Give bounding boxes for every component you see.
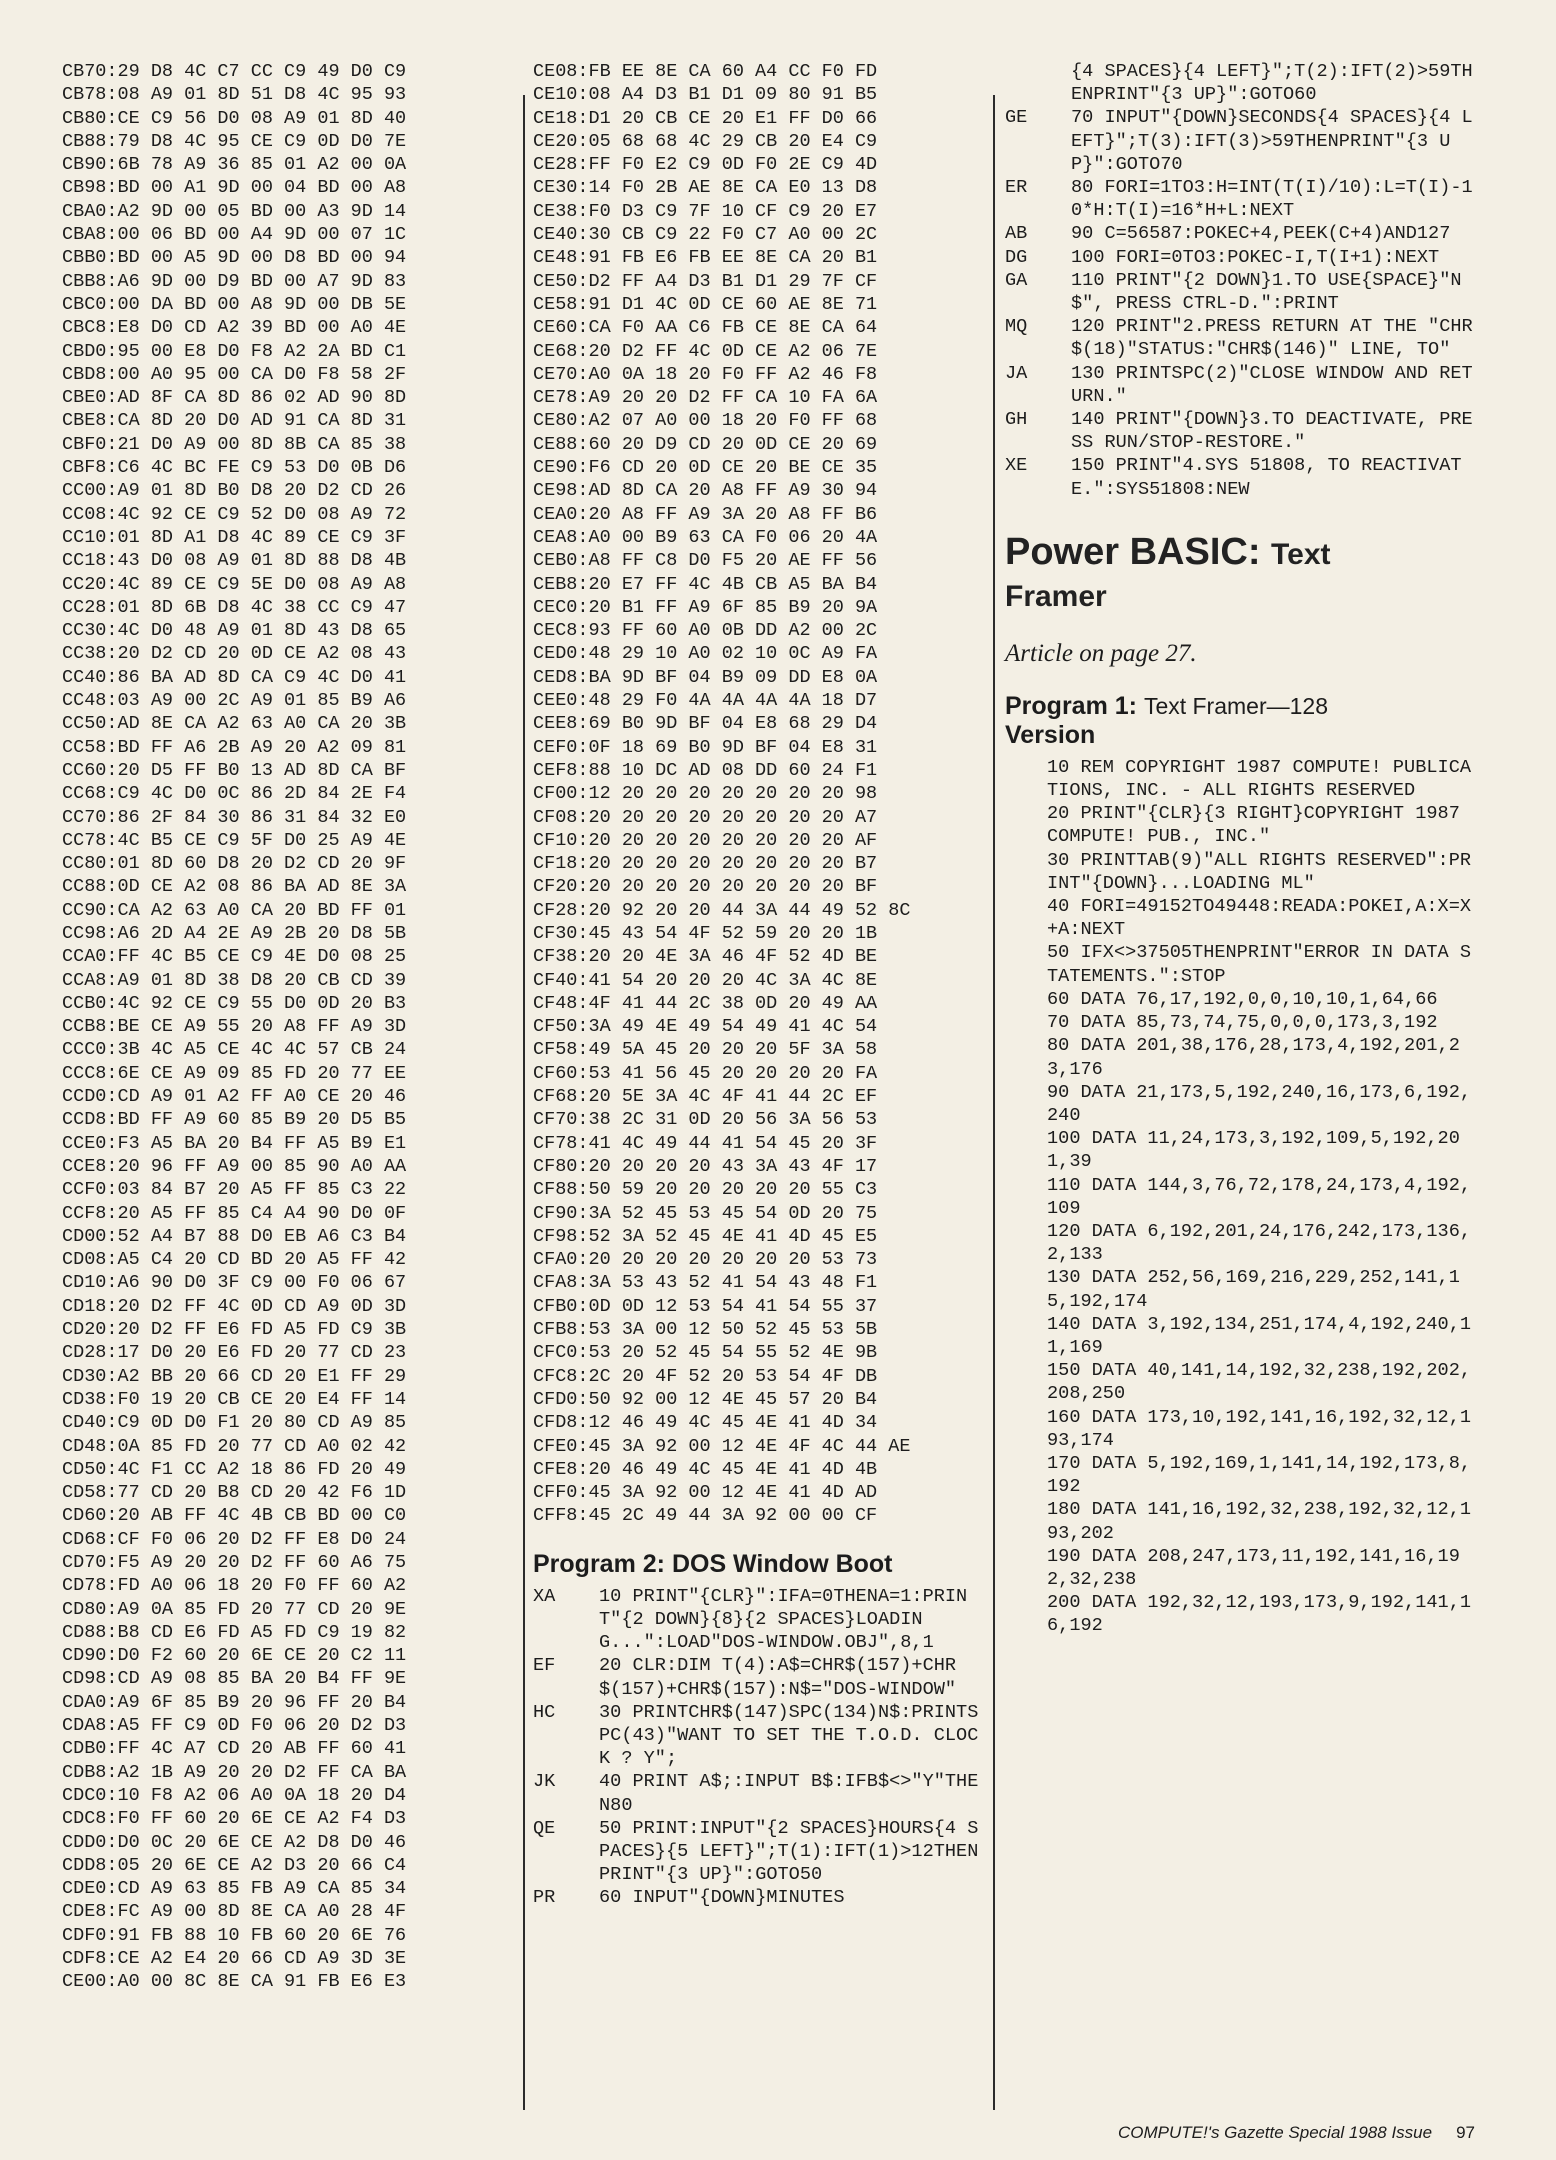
checksum: QE (533, 1817, 556, 1839)
checksum: XA (533, 1585, 556, 1607)
hex-line: CB98:BD 00 A1 9D 00 04 BD 00 A8 (62, 177, 407, 199)
hex-line: CD70:F5 A9 20 20 D2 FF 60 A6 75 (62, 1552, 407, 1573)
hex-line: CF30:45 43 54 4F 52 59 20 20 1B (533, 922, 878, 944)
hex-line: CF18:20 20 20 20 20 20 20 20 B7 (533, 853, 878, 875)
code-text: 50 PRINT:INPUT"{2 SPACES}HOURS{4 SPACES}{5 LEFT}";T(1):IFT(1)>12THENPRINT"{3 UP}":GOTO50 (599, 1817, 979, 1886)
hex-line: CD08:A5 C4 20 CD BD 20 A5 FF 42 (62, 1249, 407, 1271)
hex-line: CFD8:12 46 49 4C 45 4E 41 4D 34 (533, 1412, 878, 1434)
hex-line: CE40:30 CB C9 22 F0 C7 A0 00 2C (533, 224, 878, 246)
hex-line: CFF8:45 2C 49 44 3A 92 00 00 CF (533, 1505, 878, 1527)
hex-line: CF78:41 4C 49 44 41 54 45 20 3F (533, 1132, 878, 1154)
hex-line: CEF8:88 10 DC AD 08 DD 60 24 F1 (533, 759, 878, 781)
hex-line: CC20:4C 89 CE C9 5E D0 08 A9 A8 (62, 573, 407, 595)
hex-line: CE80:A2 07 A0 00 18 20 F0 FF 68 (533, 410, 878, 432)
code-line (1005, 454, 1475, 500)
hex-line: CF70:38 2C 31 0D 20 56 3A 56 53 (533, 1109, 878, 1131)
hex-line: CF90:3A 52 45 53 45 54 0D 20 75 (533, 1202, 878, 1224)
hex-line: CC48:03 A9 00 2C A9 01 85 B9 A6 (62, 690, 407, 712)
code-text: 10 PRINT"{CLR}":IFA=0THENA=1:PRINT"{2 DOWN}{8}{2 SPACES}LOADING...":LOAD"DOS-WINDOW.OBJ",8,1 (599, 1585, 968, 1654)
hex-line: CF88:50 59 20 20 20 20 20 55 C3 (533, 1179, 878, 1201)
hex-line: CD78:FD A0 06 18 20 F0 FF 60 A2 (62, 1575, 407, 1597)
code-line: 140 DATA 3,192,134,251,174,4,192,240,11,169 (1047, 1313, 1472, 1358)
hex-line: CDA8:A5 FF C9 0D F0 06 20 D2 D3 (62, 1715, 407, 1737)
code-text: {4 SPACES}{4 LEFT}";T(2):IFT(2)>59THENPRINT"{3 UP}":GOTO60 (1071, 61, 1473, 106)
hex-line: CD28:17 D0 20 E6 FD 20 77 CD 23 (62, 1342, 407, 1364)
hex-line: CE60:CA F0 AA C6 FB CE 8E CA 64 (533, 317, 878, 339)
hex-line: CFA8:3A 53 43 52 41 54 43 48 F1 (533, 1272, 878, 1294)
hex-line: CD00:52 A4 B7 88 D0 EB A6 C3 B4 (62, 1225, 407, 1247)
hex-line: CFE8:20 46 49 4C 45 4E 41 4D 4B (533, 1458, 878, 1480)
hex-line: CF50:3A 49 4E 49 54 49 41 4C 54 (533, 1016, 878, 1038)
code-text: 110 PRINT"{2 DOWN}1.TO USE{SPACE}"N$", PRESS CTRL-D.":PRINT (1071, 269, 1462, 315)
code-line: 30 PRINTTAB(9)"ALL RIGHTS RESERVED":PRINT"{DOWN}...LOADING ML" (1047, 849, 1472, 894)
code-text: 140 PRINT"{DOWN}3.TO DEACTIVATE, PRESS RUN/STOP-RESTORE." (1071, 409, 1473, 454)
hex-line: CC88:0D CE A2 08 86 BA AD 8E 3A (62, 876, 407, 898)
hex-line: CCF0:03 84 B7 20 A5 FF 85 C3 22 (62, 1179, 407, 1201)
program-1-listing (1005, 756, 1475, 1638)
hex-line: CC70:86 2F 84 30 86 31 84 32 E0 (62, 806, 407, 828)
hex-line: CF20:20 20 20 20 20 20 20 20 BF (533, 876, 878, 898)
hex-line: CC08:4C 92 CE C9 52 D0 08 A9 72 (62, 503, 407, 525)
checksum: XE (1005, 455, 1028, 477)
hex-line: CC18:43 D0 08 A9 01 8D 88 D8 4B (62, 550, 407, 572)
hex-line: CDC0:10 F8 A2 06 A0 0A 18 20 D4 (62, 1784, 407, 1806)
checksum: GH (1005, 409, 1028, 431)
hex-line: CBC0:00 DA BD 00 A8 9D 00 DB 5E (62, 293, 407, 315)
code-text: 70 INPUT"{DOWN}SECONDS{4 SPACES}{4 LEFT}";T(3):IFT(3)>59THENPRINT"{3 UP}":GOTO70 (1071, 107, 1473, 175)
code-line (1005, 362, 1475, 408)
hex-line: CD98:CD A9 08 85 BA 20 B4 FF 9E (62, 1668, 407, 1690)
publication-name: COMPUTE!'s Gazette Special 1988 Issue (1117, 2123, 1433, 2142)
code-line (1005, 106, 1475, 176)
code-line (533, 1701, 985, 1771)
hex-line: CBA8:00 06 BD 00 A4 9D 00 07 1C (62, 224, 407, 246)
column-divider (993, 95, 995, 2110)
hex-line: CF48:4F 41 44 2C 38 0D 20 49 AA (533, 992, 878, 1014)
hex-line: CBB0:BD 00 A5 9D 00 D8 BD 00 94 (62, 247, 407, 269)
hex-line: CC38:20 D2 CD 20 0D CE A2 08 43 (62, 643, 407, 665)
hex-listing-column-1 (62, 60, 518, 1994)
hex-line: CB78:08 A9 01 8D 51 D8 4C 95 93 (62, 84, 407, 106)
hex-line: CD48:0A 85 FD 20 77 CD A0 02 42 (62, 1435, 407, 1457)
hex-line: CF58:49 5A 45 20 20 20 5F 3A 58 (533, 1039, 878, 1061)
code-line (533, 1817, 985, 1887)
hex-line: CF10:20 20 20 20 20 20 20 20 AF (533, 829, 878, 851)
program-2-title: DOS Window Boot (671, 1549, 893, 1578)
code-line: 70 DATA 85,73,74,75,0,0,0,173,3,192 (1047, 1012, 1438, 1034)
code-text: 20 CLR:DIM T(4):A$=CHR$(157)+CHR$(157)+CHR$(157):N$="DOS-WINDOW" (599, 1655, 957, 1700)
program-2-listing-continued (1005, 60, 1475, 501)
code-line (533, 1886, 985, 1909)
hex-line: CFA0:20 20 20 20 20 20 20 53 73 (533, 1249, 878, 1271)
hex-line: CCE8:20 96 FF A9 00 85 90 A0 AA (62, 1155, 407, 1177)
hex-line: CC40:86 BA AD 8D CA C9 4C D0 41 (62, 666, 407, 688)
hex-line: CEF0:0F 18 69 B0 9D BF 04 E8 31 (533, 736, 878, 758)
hex-line: CFD0:50 92 00 12 4E 45 57 20 B4 (533, 1388, 878, 1410)
program-1-heading (1005, 692, 1475, 750)
hex-line: CC50:AD 8E CA A2 63 A0 CA 20 3B (62, 713, 407, 735)
hex-line: CBE0:AD 8F CA 8D 86 02 AD 90 8D (62, 387, 407, 409)
hex-line: CEE8:69 B0 9D BF 04 E8 68 29 D4 (533, 713, 878, 735)
hex-line: CEE0:48 29 F0 4A 4A 4A 4A 18 D7 (533, 690, 878, 712)
program-1-title: Text Framer—128 (1143, 692, 1328, 719)
hex-line: CE88:60 20 D9 CD 20 0D CE 20 69 (533, 433, 878, 455)
checksum: DG (1005, 246, 1028, 268)
hex-line: CF38:20 20 4E 3A 46 4F 52 4D BE (533, 946, 878, 968)
hex-line: CF00:12 20 20 20 20 20 20 20 98 (533, 783, 878, 805)
code-line (1005, 315, 1475, 361)
article-title-line-2: Framer (1005, 579, 1107, 613)
hex-line: CE50:D2 FF A4 D3 B1 D1 29 7F CF (533, 270, 878, 292)
code-line: 100 DATA 11,24,173,3,192,109,5,192,201,39 (1047, 1128, 1460, 1173)
code-line: 40 FORI=49152TO49448:READA:POKEI,A:X=X+A:NEXT (1047, 896, 1472, 941)
hex-line: CE98:AD 8D CA 20 A8 FF A9 30 94 (533, 480, 878, 502)
code-text: 120 PRINT"2.PRESS RETURN AT THE "CHR$(18)"STATUS:"CHR$(146)" LINE, TO" (1071, 316, 1473, 361)
right-column (1005, 60, 1475, 1638)
hex-line: CC58:BD FF A6 2B A9 20 A2 09 81 (62, 736, 407, 758)
hex-line: CC80:01 8D 60 D8 20 D2 CD 20 9F (62, 853, 407, 875)
code-line: 80 DATA 201,38,176,28,173,4,192,201,23,176 (1047, 1035, 1460, 1080)
code-line: 130 DATA 252,56,169,216,229,252,141,15,192,174 (1047, 1267, 1460, 1312)
hex-line: CC10:01 8D A1 D8 4C 89 CE C9 3F (62, 526, 407, 548)
code-line (1005, 222, 1475, 245)
code-line: 200 DATA 192,32,12,193,173,9,192,141,16,192 (1047, 1592, 1472, 1637)
hex-line: CF98:52 3A 52 45 4E 41 4D 45 E5 (533, 1225, 878, 1247)
hex-line: CD10:A6 90 D0 3F C9 00 F0 06 67 (62, 1272, 407, 1294)
hex-line: CCF8:20 A5 FF 85 C4 A4 90 D0 0F (62, 1202, 407, 1224)
code-line (1005, 408, 1475, 454)
code-text: 90 C=56587:POKEC+4,PEEK(C+4)AND127 (1071, 223, 1451, 245)
hex-line: CF08:20 20 20 20 20 20 20 20 A7 (533, 806, 878, 828)
code-text: 100 FORI=0TO3:POKEC-I,T(I+1):NEXT (1071, 246, 1440, 268)
checksum: MQ (1005, 316, 1028, 338)
checksum: PR (533, 1887, 556, 1909)
hex-line: CD88:B8 CD E6 FD A5 FD C9 19 82 (62, 1621, 407, 1643)
hex-line: CCA0:FF 4C B5 CE C9 4E D0 08 25 (62, 946, 407, 968)
hex-line: CF60:53 41 56 45 20 20 20 20 FA (533, 1062, 878, 1084)
hex-line: CDD0:D0 0C 20 6E CE A2 D8 D0 46 (62, 1831, 407, 1853)
hex-line: CF68:20 5E 3A 4C 4F 41 44 2C EF (533, 1086, 878, 1108)
hex-line: CD68:CF F0 06 20 D2 FF E8 D0 24 (62, 1528, 407, 1550)
code-line (533, 1654, 985, 1700)
hex-line: CFE0:45 3A 92 00 12 4E 4F 4C 44 AE (533, 1435, 911, 1457)
hex-line: CED8:BA 9D BF 04 B9 09 DD E8 0A (533, 666, 878, 688)
hex-line: CD50:4C F1 CC A2 18 86 FD 20 49 (62, 1458, 407, 1480)
code-line: 160 DATA 173,10,192,141,16,192,32,12,193,174 (1047, 1406, 1472, 1451)
hex-listing (62, 60, 518, 1994)
hex-line: CCC8:6E CE A9 09 85 FD 20 77 EE (62, 1062, 407, 1084)
code-line: 10 REM COPYRIGHT 1987 COMPUTE! PUBLICATIONS, INC. - ALL RIGHTS RESERVED (1047, 756, 1472, 802)
hex-line: CE58:91 D1 4C 0D CE 60 AE 8E 71 (533, 293, 878, 315)
hex-line: CC60:20 D5 FF B0 13 AD 8D CA BF (62, 759, 407, 781)
code-line (1005, 176, 1475, 222)
hex-line: CBC8:E8 D0 CD A2 39 BD 00 A0 4E (62, 317, 407, 339)
hex-line: CCC0:3B 4C A5 CE 4C 4C 57 CB 24 (62, 1039, 407, 1061)
checksum: GE (1005, 107, 1028, 129)
code-text: 130 PRINTSPC(2)"CLOSE WINDOW AND RETURN." (1071, 362, 1473, 407)
hex-line: CE00:A0 00 8C 8E CA 91 FB E6 E3 (62, 1971, 407, 1993)
hex-line: CE78:A9 20 20 D2 FF CA 10 FA 6A (533, 387, 878, 409)
hex-line: CCB0:4C 92 CE C9 55 D0 0D 20 B3 (62, 992, 407, 1014)
hex-line: CCD0:CD A9 01 A2 FF A0 CE 20 46 (62, 1086, 407, 1108)
hex-line: CC90:CA A2 63 A0 CA 20 BD FF 01 (62, 899, 407, 921)
program-1-label: Program 1: (1005, 691, 1137, 720)
hex-line: CFC8:2C 20 4F 52 20 53 54 4F DB (533, 1365, 878, 1387)
code-line (533, 1770, 985, 1816)
page-number: 97 (1456, 2123, 1475, 2142)
hex-line: CDE8:FC A9 00 8D 8E CA A0 28 4F (62, 1901, 407, 1923)
hex-line: CE30:14 F0 2B AE 8E CA E0 13 D8 (533, 177, 878, 199)
hex-line: CF80:20 20 20 20 43 3A 43 4F 17 (533, 1155, 878, 1177)
code-line: 150 DATA 40,141,14,192,32,238,192,202,208,250 (1047, 1360, 1472, 1405)
hex-line: CC78:4C B5 CE C9 5F D0 25 A9 4E (62, 829, 407, 851)
article-title-main: Power BASIC: (1005, 530, 1261, 573)
code-text: 60 INPUT"{DOWN}MINUTES (599, 1887, 845, 1909)
hex-line: CFF0:45 3A 92 00 12 4E 41 4D AD (533, 1482, 878, 1504)
hex-line: CBE8:CA 8D 20 D0 AD 91 CA 8D 31 (62, 410, 407, 432)
hex-line: CEB0:A8 FF C8 D0 F5 20 AE FF 56 (533, 550, 878, 572)
code-text: 40 PRINT A$;:INPUT B$:IFB$<>"Y"THEN80 (599, 1771, 979, 1816)
hex-line: CEA0:20 A8 FF A9 3A 20 A8 FF B6 (533, 503, 878, 525)
hex-line: CDA0:A9 6F 85 B9 20 96 FF 20 B4 (62, 1691, 407, 1713)
hex-listing (533, 60, 985, 1528)
code-line (1005, 60, 1475, 106)
hex-line: CFC0:53 20 52 45 54 55 52 4E 9B (533, 1342, 878, 1364)
hex-line: CC98:A6 2D A4 2E A9 2B 20 D8 5B (62, 922, 407, 944)
program-2-listing (533, 1585, 985, 1910)
code-line: 60 DATA 76,17,192,0,0,10,10,1,64,66 (1047, 988, 1438, 1010)
code-line: 110 DATA 144,3,76,72,178,24,173,4,192,109 (1047, 1174, 1472, 1219)
hex-line: CD80:A9 0A 85 FD 20 77 CD 20 9E (62, 1598, 407, 1620)
hex-line: CCD8:BD FF A9 60 85 B9 20 D5 B5 (62, 1109, 407, 1131)
page-footer (1005, 2123, 1475, 2143)
hex-line: CDB8:A2 1B A9 20 20 D2 FF CA BA (62, 1761, 407, 1783)
hex-line: CDE0:CD A9 63 85 FB A9 CA 85 34 (62, 1878, 407, 1900)
code-text: 30 PRINTCHR$(147)SPC(134)N$:PRINTSPC(43)"WANT TO SET THE T.O.D. CLOCK ? Y"; (599, 1701, 979, 1770)
code-line: 20 PRINT"{CLR}{3 RIGHT}COPYRIGHT 1987 COMPUTE! PUB., INC." (1047, 803, 1472, 848)
code-line: 170 DATA 5,192,169,1,141,14,192,173,8,192 (1047, 1452, 1472, 1498)
code-text: 80 FORI=1TO3:H=INT(T(I)/10):L=T(I)-10*H:T(I)=16*H+L:NEXT (1071, 177, 1473, 222)
program-2-heading (533, 1550, 985, 1579)
checksum: JA (1005, 362, 1028, 384)
hex-line: CDB0:FF 4C A7 CD 20 AB FF 60 41 (62, 1738, 407, 1760)
hex-line: CDF0:91 FB 88 10 FB 60 20 6E 76 (62, 1924, 407, 1946)
hex-line: CBA0:A2 9D 00 05 BD 00 A3 9D 14 (62, 200, 407, 222)
hex-line: CFB0:0D 0D 12 53 54 41 54 55 37 (533, 1295, 878, 1317)
hex-line: CEC8:93 FF 60 A0 0B DD A2 00 2C (533, 620, 878, 642)
code-line: 50 IFX<>37505THENPRINT"ERROR IN DATA STATEMENTS.":STOP (1047, 942, 1472, 987)
hex-line: CB90:6B 78 A9 36 85 01 A2 00 0A (62, 154, 407, 176)
hex-line: CE68:20 D2 FF 4C 0D CE A2 06 7E (533, 340, 878, 362)
hex-line: CB70:29 D8 4C C7 CC C9 49 D0 C9 (62, 61, 407, 82)
hex-line: CDF8:CE A2 E4 20 66 CD A9 3D 3E (62, 1948, 407, 1970)
hex-line: CD20:20 D2 FF E6 FD A5 FD C9 3B (62, 1319, 407, 1341)
hex-line: CEA8:A0 00 B9 63 CA F0 06 20 4A (533, 526, 878, 548)
hex-line: CE20:05 68 68 4C 29 CB 20 E4 C9 (533, 130, 878, 152)
hex-line: CB80:CE C9 56 D0 08 A9 01 8D 40 (62, 107, 407, 129)
hex-line: CBF8:C6 4C BC FE C9 53 D0 0B D6 (62, 457, 407, 479)
hex-line: CE28:FF F0 E2 C9 0D F0 2E C9 4D (533, 154, 878, 176)
hex-line: CED0:48 29 10 A0 02 10 0C A9 FA (533, 643, 878, 665)
checksum: JK (533, 1771, 556, 1793)
hex-line: CD40:C9 0D D0 F1 20 80 CD A9 85 (62, 1412, 407, 1434)
hex-line: CE08:FB EE 8E CA 60 A4 CC F0 FD (533, 61, 878, 82)
hex-line: CD58:77 CD 20 B8 CD 20 42 F6 1D (62, 1482, 407, 1504)
hex-line: CC28:01 8D 6B D8 4C 38 CC C9 47 (62, 596, 407, 618)
hex-line: CE70:A0 0A 18 20 F0 FF A2 46 F8 (533, 363, 878, 385)
hex-line: CC30:4C D0 48 A9 01 8D 43 D8 65 (62, 620, 407, 642)
article-reference: Article on page 27. (1005, 639, 1197, 667)
hex-listing-column-2 (533, 60, 985, 1910)
hex-line: CC68:C9 4C D0 0C 86 2D 84 2E F4 (62, 783, 407, 805)
hex-line: CF28:20 92 20 20 44 3A 44 49 52 8C (533, 899, 911, 921)
article-title-sub: Text (1271, 537, 1331, 571)
hex-line: CD38:F0 19 20 CB CE 20 E4 FF 14 (62, 1388, 407, 1410)
program-1-title-line-2: Version (1005, 720, 1096, 749)
hex-line: CE18:D1 20 CB CE 20 E1 FF D0 66 (533, 107, 878, 129)
hex-line: CCB8:BE CE A9 55 20 A8 FF A9 3D (62, 1016, 407, 1038)
checksum: ER (1005, 177, 1028, 199)
article-title (1005, 529, 1475, 578)
hex-line: CE90:F6 CD 20 0D CE 20 BE CE 35 (533, 457, 878, 479)
column-divider (523, 95, 525, 2110)
hex-line: CBB8:A6 9D 00 D9 BD 00 A7 9D 83 (62, 270, 407, 292)
hex-line: CEC0:20 B1 FF A9 6F 85 B9 20 9A (533, 596, 878, 618)
hex-line: CFB8:53 3A 00 12 50 52 45 53 5B (533, 1319, 878, 1341)
checksum: EF (533, 1655, 556, 1677)
checksum: HC (533, 1701, 556, 1723)
hex-line: CE48:91 FB E6 FB EE 8E CA 20 B1 (533, 247, 878, 269)
code-line: 120 DATA 6,192,201,24,176,242,173,136,2,133 (1047, 1220, 1472, 1266)
checksum: GA (1005, 269, 1028, 291)
hex-line: CC00:A9 01 8D B0 D8 20 D2 CD 26 (62, 480, 407, 502)
code-line (1005, 246, 1475, 269)
hex-line: CDC8:F0 FF 60 20 6E CE A2 F4 D3 (62, 1808, 407, 1830)
hex-line: CE10:08 A4 D3 B1 D1 09 80 91 B5 (533, 84, 878, 106)
hex-line: CDD8:05 20 6E CE A2 D3 20 66 C4 (62, 1854, 407, 1876)
hex-line: CF40:41 54 20 20 20 4C 3A 4C 8E (533, 969, 878, 991)
code-line: 190 DATA 208,247,173,11,192,141,16,192,32,238 (1047, 1545, 1460, 1590)
hex-line: CE38:F0 D3 C9 7F 10 CF C9 20 E7 (533, 200, 878, 222)
checksum: AB (1005, 223, 1028, 245)
hex-line: CBD8:00 A0 95 00 CA D0 F8 58 2F (62, 363, 407, 385)
hex-line: CD90:D0 F2 60 20 6E CE 20 C2 11 (62, 1645, 407, 1667)
code-line (1005, 269, 1475, 315)
hex-line: CCA8:A9 01 8D 38 D8 20 CB CD 39 (62, 969, 407, 991)
hex-line: CBF0:21 D0 A9 00 8D 8B CA 85 38 (62, 433, 407, 455)
code-text: 150 PRINT"4.SYS 51808, TO REACTIVATE.":SYS51808:NEW (1071, 455, 1462, 500)
code-line: 180 DATA 141,16,192,32,238,192,32,12,193,202 (1047, 1499, 1472, 1544)
program-2-label: Program 2: (533, 1549, 665, 1578)
code-line (533, 1585, 985, 1655)
hex-line: CD60:20 AB FF 4C 4B CB BD 00 C0 (62, 1505, 407, 1527)
hex-line: CD30:A2 BB 20 66 CD 20 E1 FF 29 (62, 1365, 407, 1387)
hex-line: CEB8:20 E7 FF 4C 4B CB A5 BA B4 (533, 573, 878, 595)
hex-line: CCE0:F3 A5 BA 20 B4 FF A5 B9 E1 (62, 1132, 407, 1154)
hex-line: CD18:20 D2 FF 4C 0D CD A9 0D 3D (62, 1295, 407, 1317)
code-line: 90 DATA 21,173,5,192,240,16,173,6,192,240 (1047, 1081, 1472, 1126)
hex-line: CBD0:95 00 E8 D0 F8 A2 2A BD C1 (62, 340, 407, 362)
hex-line: CB88:79 D8 4C 95 CE C9 0D D0 7E (62, 130, 407, 152)
